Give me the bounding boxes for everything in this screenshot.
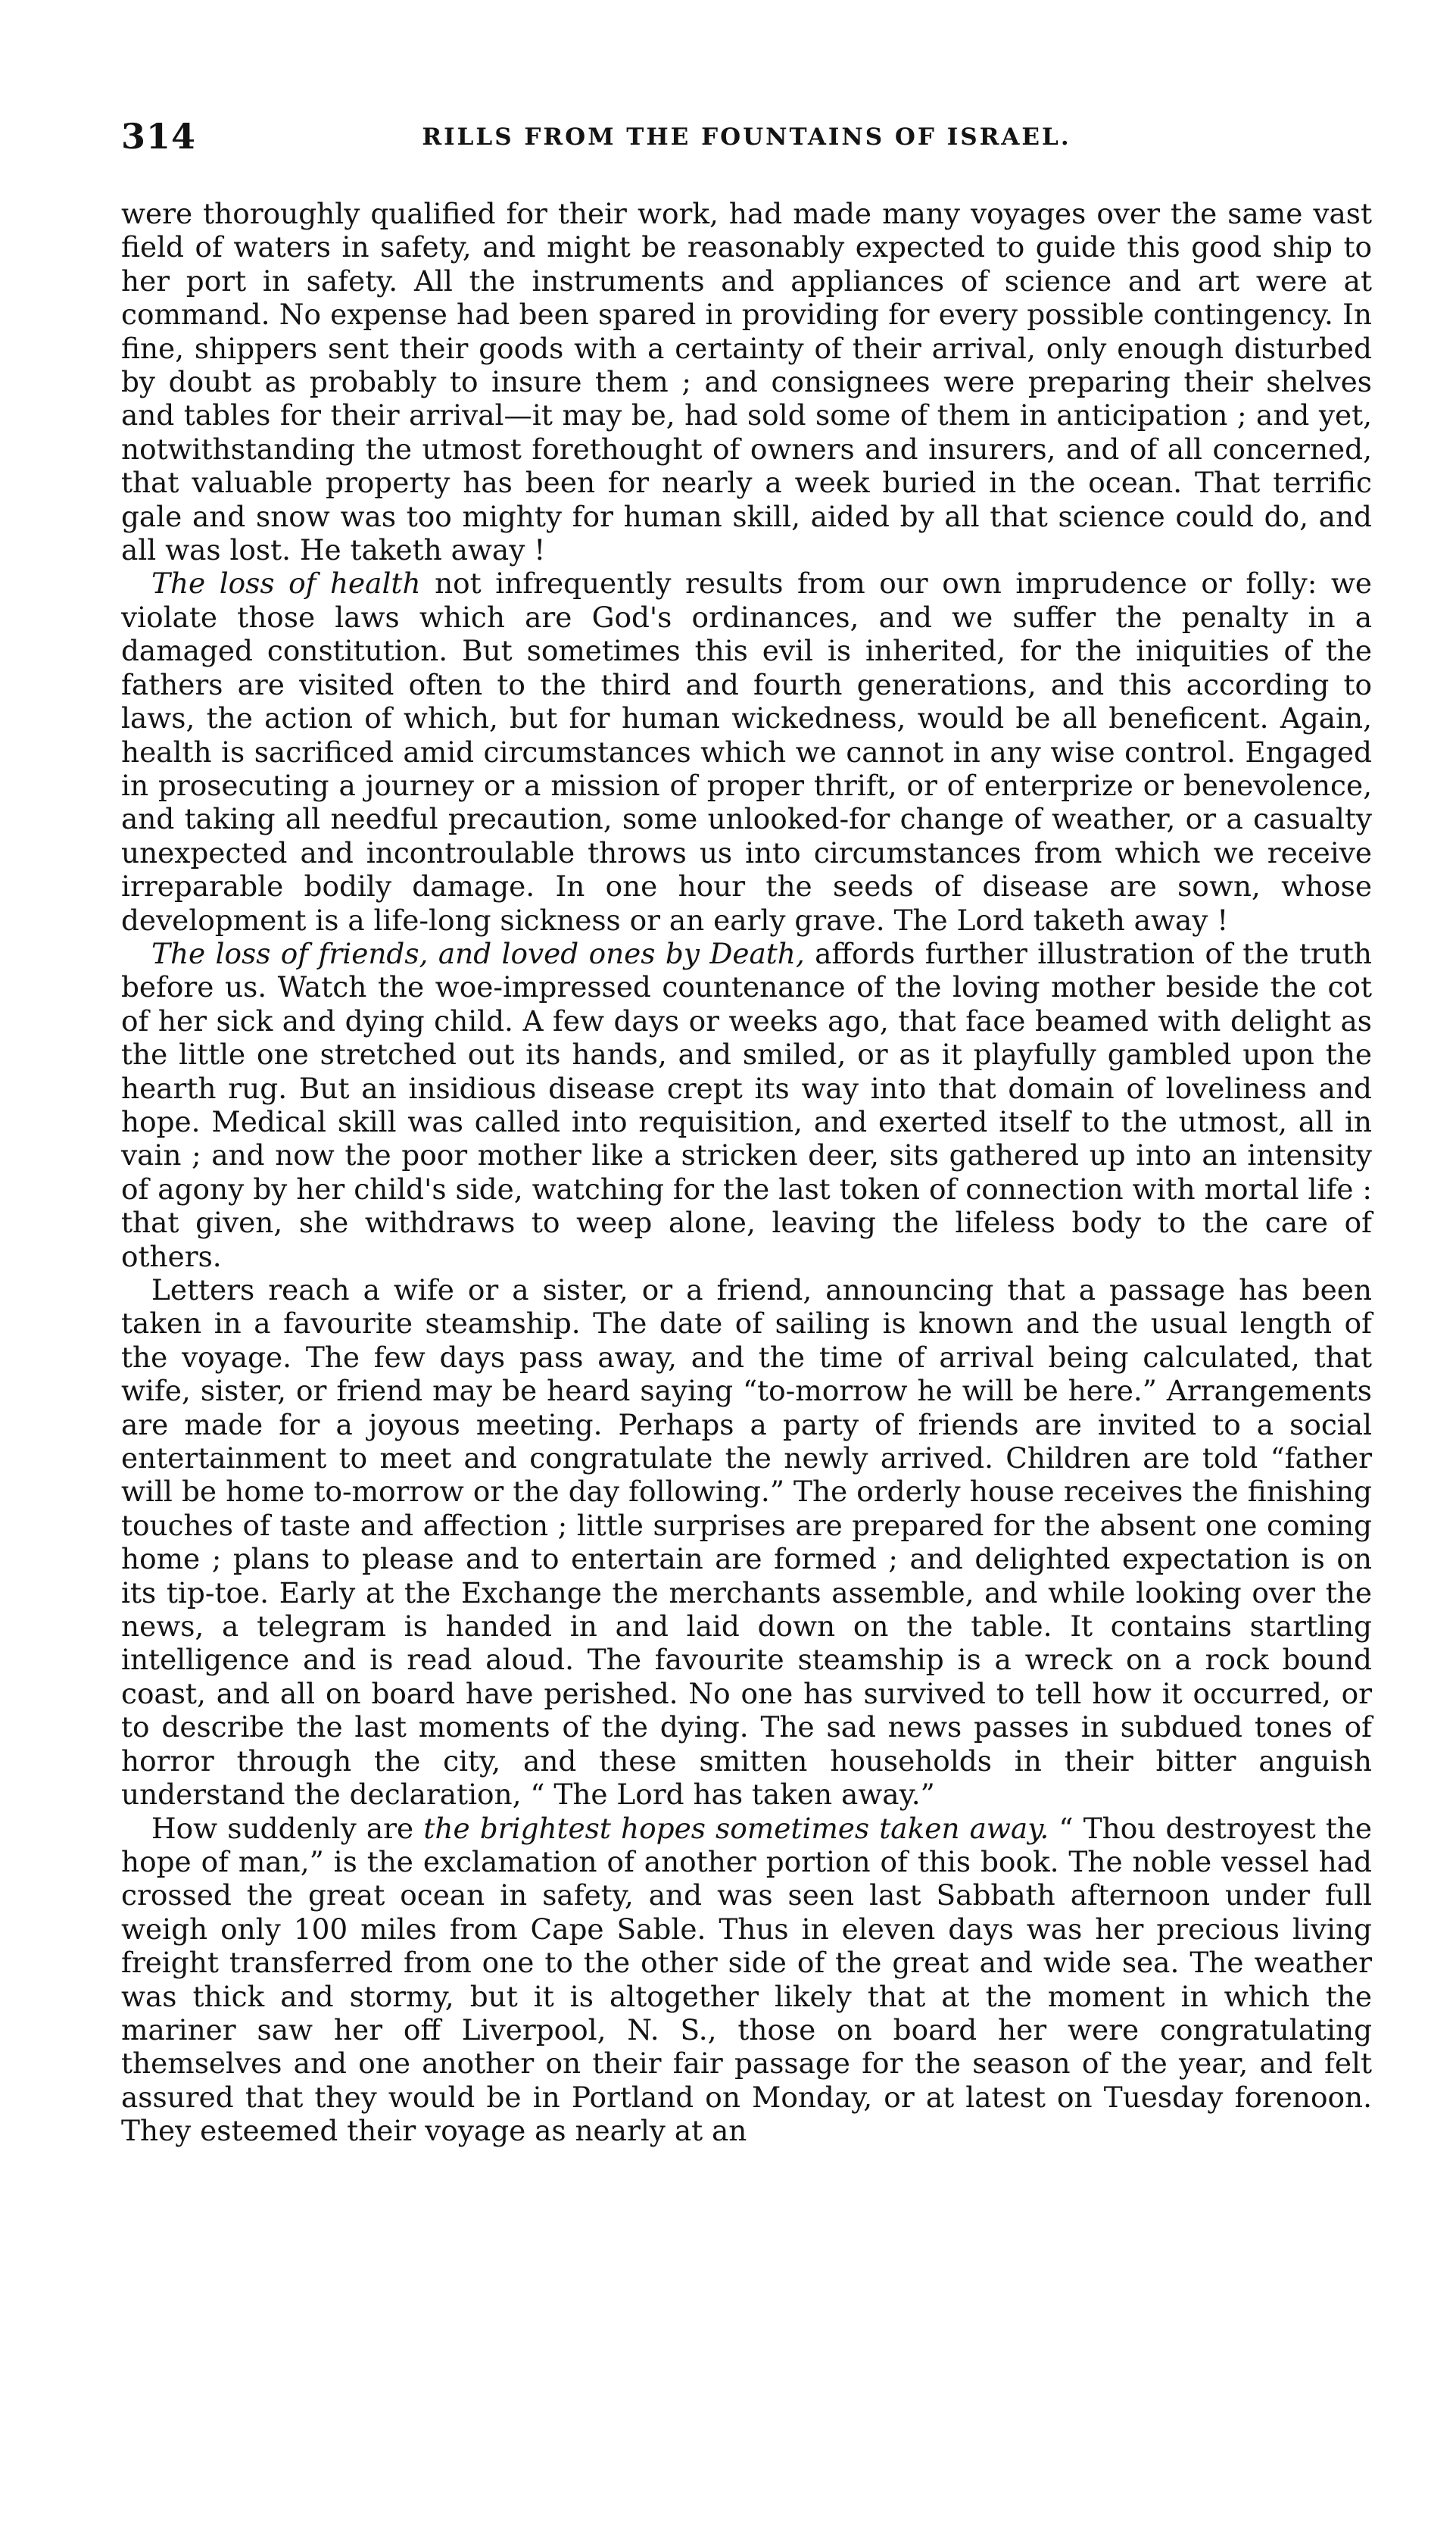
italic-lead: The loss of friends, and loved ones by Death, bbox=[151, 936, 805, 970]
paragraph-text: Letters reach a wife or a sister, or a friend, announcing that a passage has been taken in a favourite steamship. The date of sailing is known and the usual length of the voyage. The few days pass away, and the time of arrival being calculated, that wife, sister, or friend may be heard saying “to-morrow he will be here.” Arrangements are made for a joyous meeting. Perhaps a party of friends are invited to a social entertainment to meet and congratulate the newly arrived. Children are told “father will be home to-morrow or the day following.” The orderly house receives the finishing touches of taste and affection ; little surprises are prepared for the absent one coming home ; plans to please and to entertain are formed ; and delighted expectation is on its tip-toe. Early at the Exchange the merchants assemble, and while looking over the news, a telegram is handed in and laid down on the table. It contains startling intelligence and is read aloud. The favourite steamship is a wreck on a rock bound coast, and all on board have perished. No one has survived to tell how it occurred, or to describe the last moments of the dying. The sad news passes in subdued tones of horror through the city, and these smitten households in their bitter anguish understand the declaration, “ The Lord has taken away.” bbox=[121, 1273, 1372, 1812]
paragraph-text: were thoroughly qualified for their work, had made many voyages over the same vast field of waters in safety, and might be reasonably expected to guide this good ship to her port in safety. All the instruments and appliances of science and art were at command. No expense had been spared in providing for every possible contingency. In fine, shippers sent their goods with a certainty of their arrival, only enough disturbed by doubt as probably to insure them ; and consignees were preparing their shelves and tables for their arrival—it may be, had sold some of them in anticipation ; and yet, notwithstanding the utmost forethought of owners and insurers, and of all concerned, that valuable property has been for nearly a week buried in the ocean. That terrific gale and snow was too mighty for human skill, aided by all that science could do, and all was lost. He taketh away ! bbox=[121, 197, 1372, 567]
page-number: 314 bbox=[121, 116, 197, 157]
paragraph-lead-text: How suddenly are bbox=[151, 1811, 424, 1845]
paragraph-loss-of-health bbox=[121, 567, 1372, 936]
running-head: RILLS FROM THE FOUNTAINS OF ISRAEL. bbox=[422, 123, 1071, 151]
paragraph-continuation bbox=[121, 197, 1372, 567]
page-header bbox=[121, 114, 1372, 159]
italic-lead: The loss of health bbox=[151, 567, 421, 601]
paragraph-text: “ Thou destroyest the hope of man,” is the exclamation of another portion of this book. The noble vessel had crossed the great ocean in safety, and was seen last Sabbath afternoon under full weigh only 100 miles from Cape Sable. Thus in eleven days was her precious living freight transferred from one to the other side of the great and wide sea. The weather was thick and stormy, but it is altogether likely that at the moment in which the mariner saw her off Liverpool, N. S., those on board her were congratulating themselves and one another on their fair passage for the season of the year, and felt assured that they would be in Portland on Monday, or at latest on Tuesday forenoon. They esteemed their voyage as nearly at an bbox=[121, 1811, 1372, 2148]
paragraph-loss-of-friends bbox=[121, 937, 1372, 1273]
paragraph-letters bbox=[121, 1273, 1372, 1812]
italic-phrase: the brightest hopes sometimes taken away. bbox=[423, 1811, 1049, 1845]
paragraph-brightest-hopes bbox=[121, 1812, 1372, 2148]
body-text bbox=[121, 197, 1372, 2148]
paragraph-text: not infrequently results from our own imprudence or folly: we violate those laws which are God's ordinances, and we suffer the penalty in a damaged constitution. But sometimes this evil is inherited, for the iniquities of the fathers are visited often to the third and fourth generations, and this according to laws, the action of which, but for human wickedness, would be all beneficent. Again, health is sacrificed amid circumstances which we cannot in any wise control. Engaged in prosecuting a journey or a mission of proper thrift, or of enterprize or benevolence, and taking all needful precaution, some unlooked-for change of weather, or a casualty unexpected and incontroulable throws us into circumstances from which we receive irreparable bodily damage. In one hour the seeds of disease are sown, whose development is a life-long sickness or an early grave. The Lord taketh away ! bbox=[121, 567, 1372, 937]
paragraph-text: affords further illustration of the truth before us. Watch the woe-impressed countenance of the loving mother beside the cot of her sick and dying child. A few days or weeks ago, that face beamed with delight as the little one stretched out its hands, and smiled, or as it playfully gambled upon the hearth rug. But an insidious disease crept its way into that domain of loveliness and hope. Medical skill was called into requisition, and exerted itself to the utmost, all in vain ; and now the poor mother like a stricken deer, sits gathered up into an intensity of agony by her child's side, watching for the last token of connection with mortal life : that given, she withdraws to weep alone, leaving the lifeless body to the care of others. bbox=[121, 936, 1372, 1273]
